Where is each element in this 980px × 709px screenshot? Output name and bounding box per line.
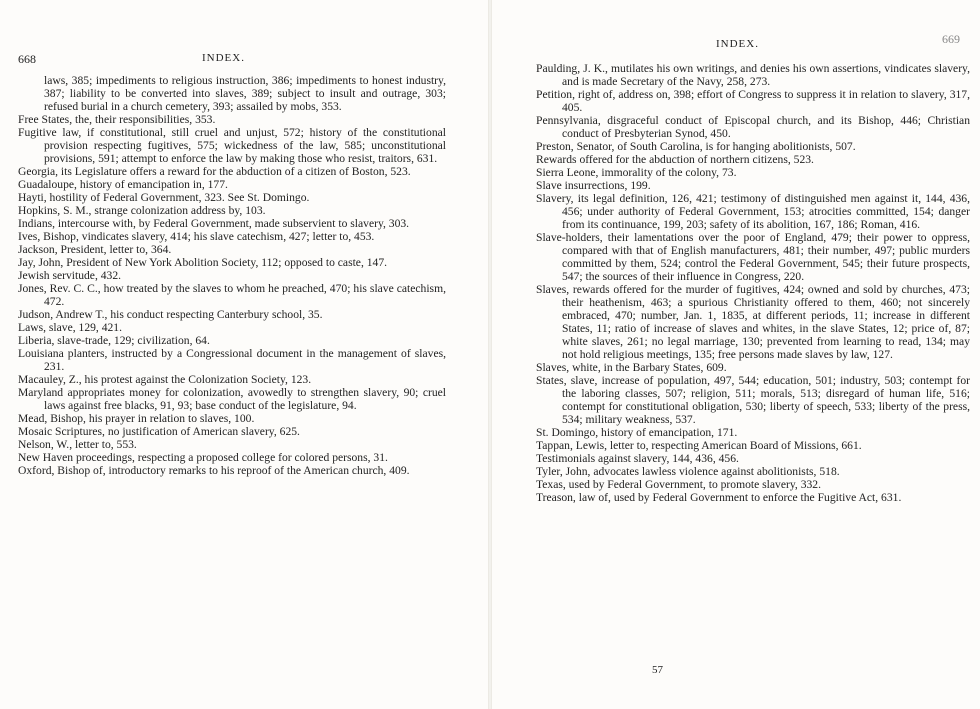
index-entry: States, slave, increase of population, 497, 544; education, 501; industry, 503; contempt for the laboring classes, 507; religion, 511; morals, 513; disregard of human life, 516; contempt for constitutional obligation, 530; liberty of speech, 533; liberty of the press, 534; military weakness, 537.	[536, 374, 970, 426]
index-entry: Jones, Rev. C. C., how treated by the slaves to whom he preached, 470; his slave catechism, 472.	[18, 282, 446, 308]
right-index-entries	[536, 62, 970, 504]
index-entry: Ives, Bishop, vindicates slavery, 414; his slave catechism, 427; letter to, 453.	[18, 230, 375, 243]
index-entry: Laws, slave, 129, 421.	[18, 321, 123, 334]
left-page-number: 668	[18, 52, 36, 66]
index-entry: Rewards offered for the abduction of northern citizens, 523.	[536, 153, 814, 166]
index-entry: Guadaloupe, history of emancipation in, 177.	[18, 178, 228, 191]
index-entry: Jay, John, President of New York Abolition Society, 112; opposed to caste, 147.	[18, 256, 388, 269]
index-entry: Testimonials against slavery, 144, 436, 456.	[536, 452, 739, 465]
right-page-number: 669	[942, 32, 960, 46]
index-entry: Judson, Andrew T., his conduct respecting Canterbury school, 35.	[18, 308, 323, 321]
index-entry: Macauley, Z., his protest against the Colonization Society, 123.	[18, 373, 312, 386]
index-entry: Preston, Senator, of South Carolina, is for hanging abolitionists, 507.	[536, 140, 856, 153]
index-entry: Fugitive law, if constitutional, still cruel and unjust, 572; history of the constitutional provision respecting fugitives, 575; wickedness of the law, 585; unconstitutional provisions, 591; attempt to enforce the law by making those who resist, traitors, 631.	[18, 126, 446, 165]
index-entry: Texas, used by Federal Government, to promote slavery, 332.	[536, 478, 821, 491]
index-entry: Oxford, Bishop of, introductory remarks to his reproof of the American church, 409.	[18, 464, 410, 477]
index-entry: Jackson, President, letter to, 364.	[18, 243, 172, 256]
index-entry: Georgia, its Legislature offers a reward for the abduction of a citizen of Boston, 523.	[18, 165, 411, 178]
index-entry: Hayti, hostility of Federal Government, 323. See St. Domingo.	[18, 191, 310, 204]
left-index-entries	[18, 74, 446, 477]
index-entry: St. Domingo, history of emancipation, 171.	[536, 426, 738, 439]
right-page	[490, 0, 980, 709]
index-entry: Liberia, slave-trade, 129; civilization, 64.	[18, 334, 210, 347]
index-entry: Maryland appropriates money for colonization, avowedly to strengthen slavery, 90; cruel laws against free blacks, 91, 93; base conduct of the legislature, 94.	[18, 386, 446, 412]
index-entry: Mead, Bishop, his prayer in relation to slaves, 100.	[18, 412, 255, 425]
index-entry: Slave-holders, their lamentations over the poor of England, 479; their power to oppress, compared with that of English manufacturers, 481; their number, 497; public murders committed by them, 524; control the Federal Government, 545; their future prospects, 547; the sources of their influence in Congress, 220.	[536, 231, 970, 283]
index-entry: Treason, law of, used by Federal Government to enforce the Fugitive Act, 631.	[536, 491, 902, 504]
index-entry: Tappan, Lewis, letter to, respecting American Board of Missions, 661.	[536, 439, 862, 452]
index-entry: Free States, the, their responsibilities, 353.	[18, 113, 216, 126]
index-entry: Slaves, white, in the Barbary States, 609.	[536, 361, 727, 374]
left-running-title: INDEX.	[202, 52, 245, 64]
index-entry: Tyler, John, advocates lawless violence against abolitionists, 518.	[536, 465, 840, 478]
signature-mark: 57	[652, 664, 663, 676]
index-entry: Slaves, rewards offered for the murder of fugitives, 424; owned and sold by churches, 473; their heathenism, 463; a spurious Christianity offered to them, 460; not sincerely embraced, 470; number, Jan. 1, 1835, at different periods, 11; increase in different States, 11; ratio of increase of slaves and whites, in the slave States, 12; price of, 87; white slaves, 261; no legal marriage, 130; prevented from learning to read, 134; may not hold religious meetings, 135; free persons made slaves by law, 127.	[536, 283, 970, 361]
right-running-title: INDEX.	[716, 38, 759, 50]
index-entry: Paulding, J. K., mutilates his own writings, and denies his own assertions, vindicates slavery, and is made Secretary of the Navy, 258, 273.	[536, 62, 970, 88]
index-entry: Pennsylvania, disgraceful conduct of Episcopal church, and its Bishop, 446; Christian conduct of Presbyterian Synod, 450.	[536, 114, 970, 140]
right-running-head	[536, 32, 970, 62]
index-entry: Petition, right of, address on, 398; effort of Congress to suppress it in relation to slavery, 317, 405.	[536, 88, 970, 114]
index-entry: New Haven proceedings, respecting a proposed college for colored persons, 31.	[18, 451, 388, 464]
index-entry: Slave insurrections, 199.	[536, 179, 651, 192]
index-entry: Jewish servitude, 432.	[18, 269, 122, 282]
index-entry: Indians, intercourse with, by Federal Government, made subservient to slavery, 303.	[18, 217, 410, 230]
index-entry: Slavery, its legal definition, 126, 421; testimony of distinguished men against it, 144, 436, 456; under authority of Federal Government, 153; atrocities committed, 154; danger from its continuance, 199, 203; safety of its abolition, 167, 186; Roman, 416.	[536, 192, 970, 231]
index-entry: Hopkins, S. M., strange colonization address by, 103.	[18, 204, 266, 217]
index-entry: Louisiana planters, instructed by a Congressional document in the management of slaves, 231.	[18, 347, 446, 373]
index-entry: Mosaic Scriptures, no justification of American slavery, 625.	[18, 425, 300, 438]
index-entry: Nelson, W., letter to, 553.	[18, 438, 137, 451]
index-entry: laws, 385; impediments to religious instruction, 386; impediments to honest industry, 387; liability to be converted into slaves, 389; subject to insult and outrage, 303; refused burial in a church cemetery, 393; assailed by mobs, 353.	[44, 74, 446, 113]
left-running-head	[18, 50, 446, 74]
index-entry: Sierra Leone, immorality of the colony, 73.	[536, 166, 737, 179]
